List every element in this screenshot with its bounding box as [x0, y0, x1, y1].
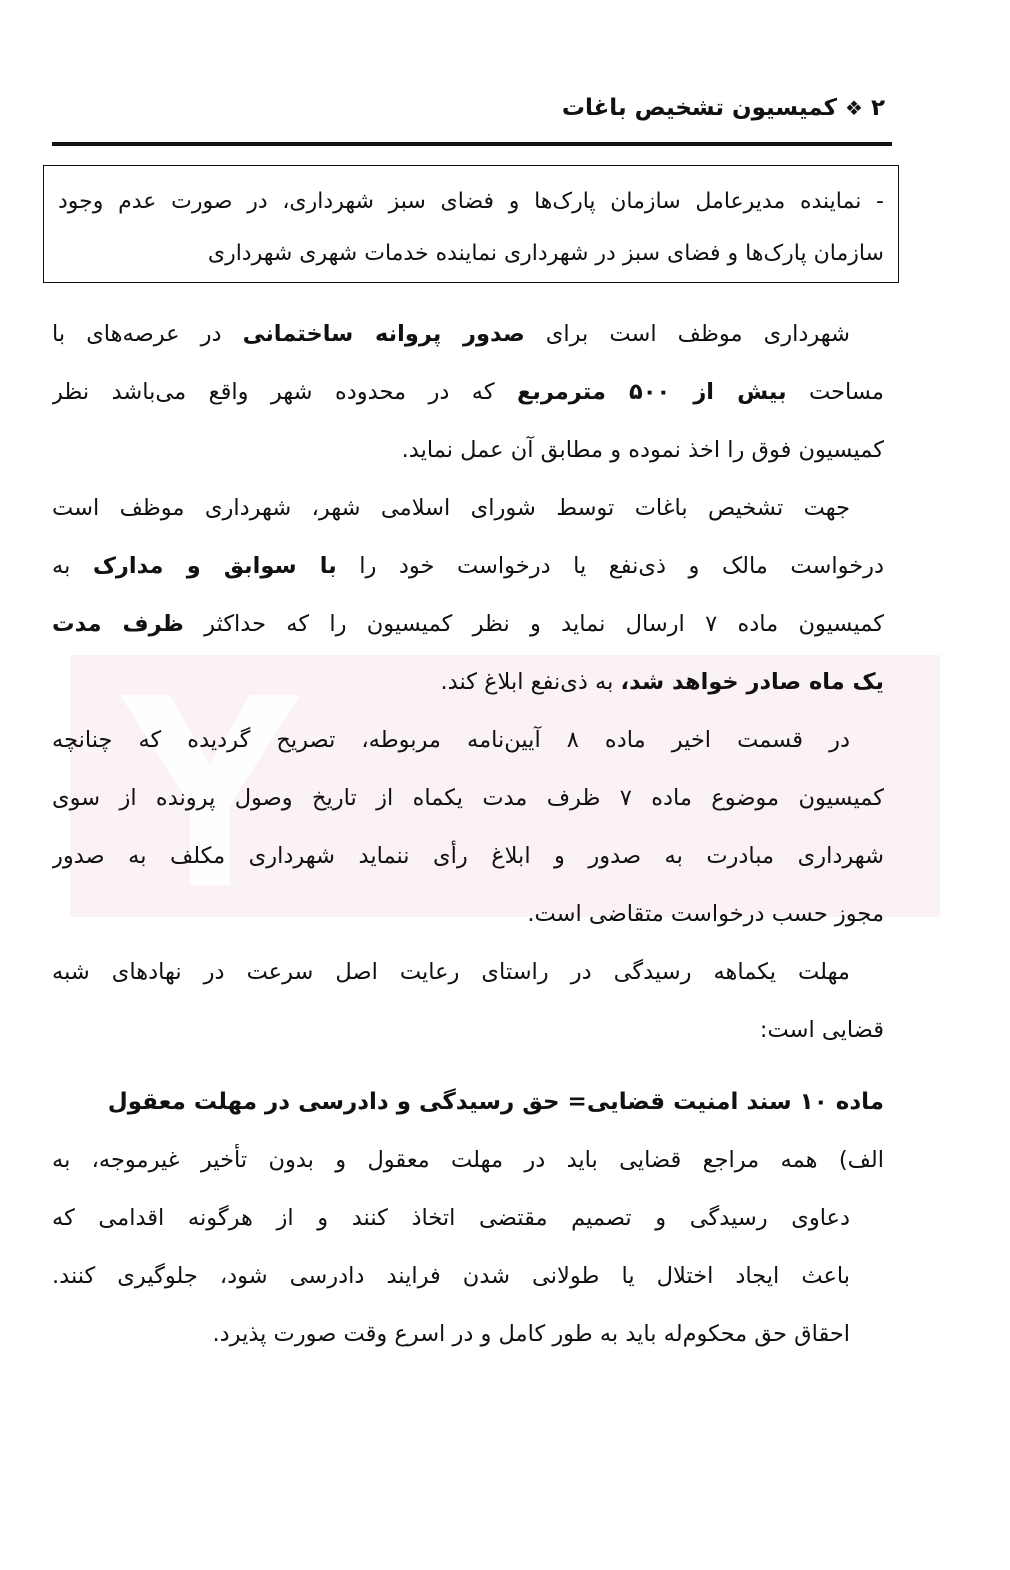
- para1-line-3: کمیسیون فوق را اخذ نموده و مطابق آن عمل نماید.: [401, 437, 884, 463]
- para1-line-2: مساحت بیش از ۵۰۰ مترمربع که در محدوده شهر واقع می‌باشد نظر: [52, 379, 884, 405]
- boxed-note: [43, 165, 899, 283]
- header-title: کمیسیون تشخیص باغات: [561, 95, 838, 121]
- para3-line-4: مجوز حسب درخواست متقاضی است.: [527, 901, 884, 927]
- article-line-4: احقاق حق محکوم‌له باید به طور کامل و در اسرع وقت صورت پذیرد.: [212, 1321, 850, 1347]
- para4-line-2: قضایی است:: [759, 1017, 884, 1043]
- para4-line-1: مهلت یکماهه رسیدگی در راستای رعایت اصل سرعت در نهادهای شبه: [52, 959, 850, 985]
- article-line-3: باعث ایجاد اختلال یا طولانی شدن فرایند دادرسی شود، جلوگیری کنند.: [52, 1263, 850, 1289]
- article-heading: ماده ۱۰ سند امنیت قضایی= حق رسیدگی و دادرسی در مهلت معقول: [107, 1089, 884, 1115]
- para2-line-4: یک ماه صادر خواهد شد، به ذی‌نفع ابلاغ کند.: [440, 669, 884, 695]
- running-header: [125, 88, 885, 128]
- para1-line-1: شهرداری موظف است برای صدور پروانه ساختمانی در عرصه‌های با: [52, 321, 850, 347]
- para2-line-1: جهت تشخیص باغات توسط شورای اسلامی شهر، شهرداری موظف است: [52, 495, 850, 521]
- para3-line-2: کمیسیون موضوع ماده ۷ ظرف مدت یکماه از تاریخ وصول پرونده از سوی: [52, 785, 884, 811]
- para2-line-3: کمیسیون ماده ۷ ارسال نماید و نظر کمیسیون را که حداکثر ظرف مدت: [52, 611, 884, 637]
- article-line-1: الف) همه مراجع قضایی باید در مهلت معقول و بدون تأخیر غیرموجه، به: [52, 1147, 884, 1173]
- page-number: ۲: [870, 95, 885, 121]
- para3-line-1: در قسمت اخیر ماده ۸ آیین‌نامه مربوطه، تصریح گردیده که چنانچه: [52, 727, 850, 753]
- spacer: [52, 1059, 884, 1073]
- article-line-2: دعاوی رسیدگی و تصمیم مقتضی اتخاذ کنند و از هرگونه اقدامی که: [52, 1205, 850, 1231]
- ornament-icon: ❖: [845, 96, 863, 120]
- header-rule: [52, 142, 892, 146]
- body-text: [52, 305, 884, 1363]
- box-line-1: - نماینده مدیرعامل سازمان پارک‌ها و فضای سبز شهرداری، در صورت عدم وجود: [58, 189, 884, 214]
- para3-line-3: شهرداری مبادرت به صدور و ابلاغ رأی ننماید شهرداری مکلف به صدور: [52, 843, 884, 869]
- box-line-2: سازمان پارک‌ها و فضای سبز در شهرداری نماینده خدمات شهری شهرداری: [207, 241, 884, 266]
- para2-line-2: درخواست مالک و ذی‌نفع یا درخواست خود را با سوابق و مدارک به: [52, 553, 884, 579]
